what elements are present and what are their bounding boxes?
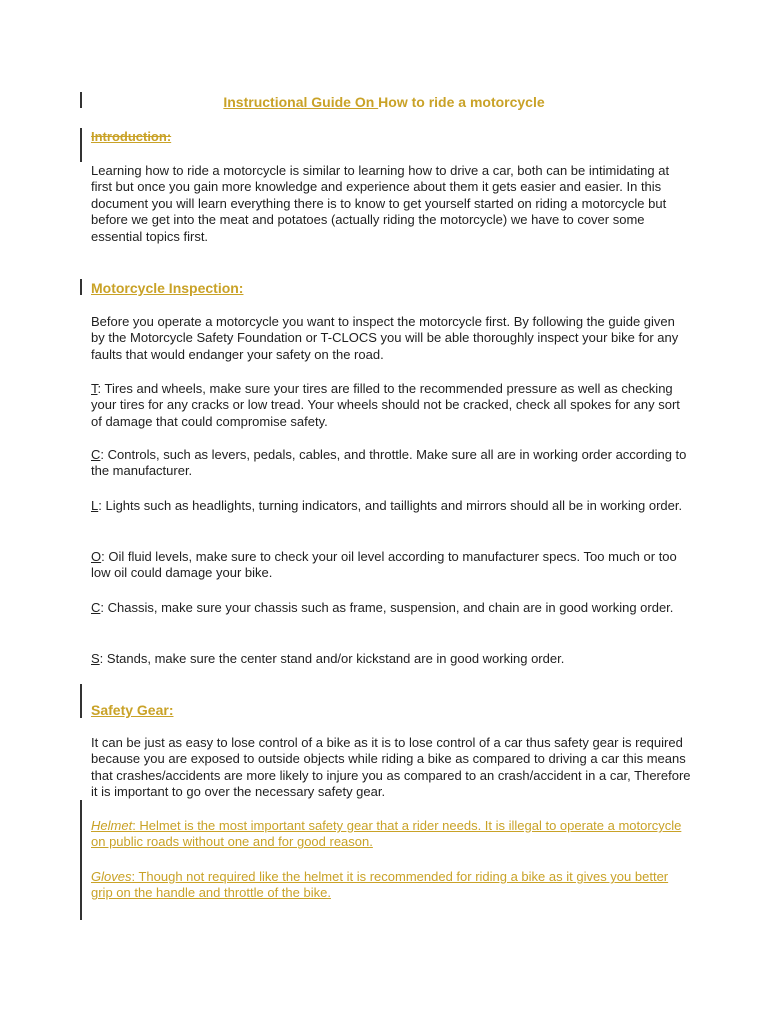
safety-paragraph: It can be just as easy to lose control of a bike as it is to lose control of a car thus safety gear is required because you are exposed to outside objects while riding a bike as compared to driving a car this means that crashes/accidents are more likely to injure you as compared to an crash/accident in a car, Therefore it is important to go over the necessary safety gear. <box>91 735 691 800</box>
change-bar <box>80 800 82 920</box>
document-title <box>0 94 768 110</box>
inspection-item-stands: S: Stands, make sure the center stand and/or kickstand are in good working order. <box>91 651 565 666</box>
inspection-item-lights: L: Lights such as headlights, turning indicators, and taillights and mirrors should all be in working order. <box>91 498 683 513</box>
inspection-heading: Motorcycle Inspection: <box>91 280 244 296</box>
intro-heading: Introduction: <box>91 129 172 144</box>
title-part-1: Instructional Guide On <box>223 94 379 110</box>
inspection-item-tires: T: Tires and wheels, make sure your tires are filled to the recommended pressure as well as checking your tires for any cracks or low tread. Your wheels should not be cracked, check all spokes for any sort of damage that could compromise safety. <box>91 381 680 429</box>
change-bar <box>80 128 82 162</box>
intro-paragraph: Learning how to ride a motorcycle is similar to learning how to drive a car, both can be intimidating at first but once you gain more knowledge and experience about them it gets easier and easier. In this document you will learn everything there is to know to get yourself started on riding a motorcycle but before we get into the meat and potatoes (actually riding the motorcycle) we have to cover some essential topics first. <box>91 163 670 244</box>
inspection-paragraph: Before you operate a motorcycle you want to inspect the motorcycle first. By following the guide given by the Motorcycle Safety Foundation or T-CLOCS you will be able thoroughly inspect your bike for any faults that would endanger your safety on the road. <box>91 314 679 362</box>
change-bar <box>80 279 82 295</box>
title-part-2: How to ride a motorcycle <box>378 94 545 110</box>
safety-heading: Safety Gear: <box>91 702 174 718</box>
inspection-item-oil: O: Oil fluid levels, make sure to check your oil level according to manufacturer specs. Too much or too low oil could damage your bike. <box>91 549 677 581</box>
inspection-item-controls: C: Controls, such as levers, pedals, cables, and throttle. Make sure all are in working order according to the manufacturer. <box>91 447 687 479</box>
inspection-item-chassis: C: Chassis, make sure your chassis such as frame, suspension, and chain are in good working order. <box>91 600 674 615</box>
change-bar <box>80 684 82 718</box>
safety-item-gloves: Gloves: Though not required like the helmet it is recommended for riding a bike as it gives you better grip on the handle and throttle of the bike. <box>91 869 669 901</box>
safety-item-helmet: Helmet: Helmet is the most important safety gear that a rider needs. It is illegal to operate a motorcycle on public roads without one and for good reason. <box>91 818 682 850</box>
